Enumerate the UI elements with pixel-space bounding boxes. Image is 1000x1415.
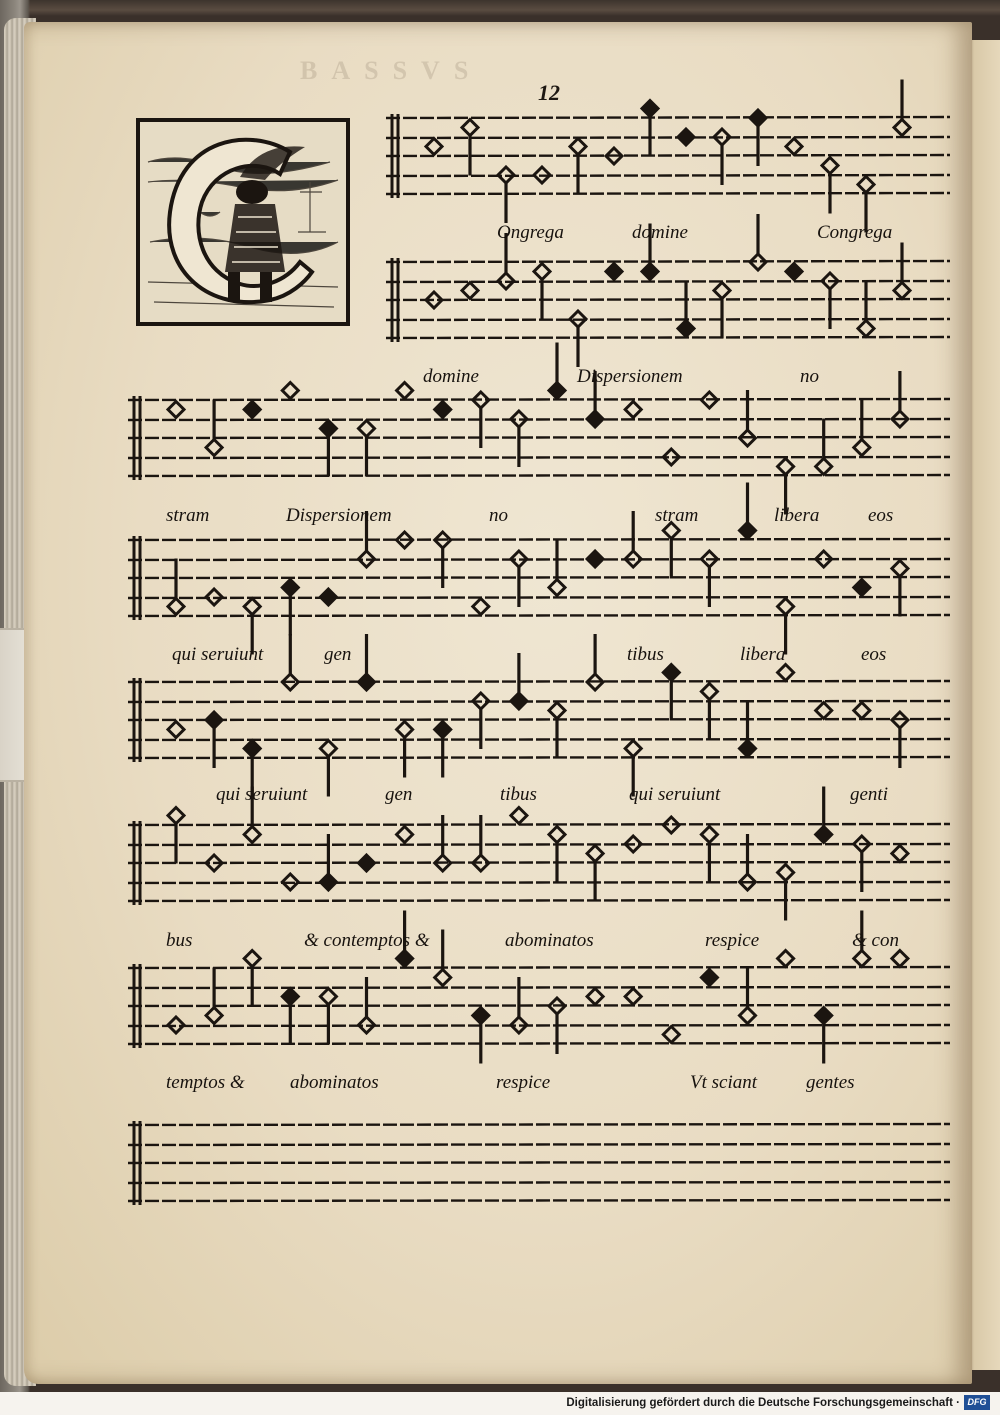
woodcut-initial [136, 118, 350, 326]
lyric-text: Vt sciant [690, 1072, 758, 1093]
lyric-text: qui seruiunt [216, 784, 308, 805]
lyric-text: bus [166, 930, 193, 951]
lyric-text: stram [655, 505, 699, 526]
lyric-text: respice [496, 1072, 551, 1093]
lyric-text: gen [385, 784, 413, 805]
lyric-text: & contemptos & [304, 930, 430, 951]
lyric-text: no [489, 505, 508, 526]
lyric-text: abominatos [290, 1072, 379, 1093]
lyric-text: qui seruiunt [629, 784, 721, 805]
lyric-text: no [800, 366, 819, 387]
lyric-text: domine [423, 366, 479, 387]
page-number: 12 [538, 80, 560, 105]
lyric-text: qui seruiunt [172, 644, 264, 665]
lyric-text: Dispersionem [286, 505, 392, 526]
lyric-text: Ongrega [497, 222, 564, 243]
lyric-text: abominatos [505, 930, 594, 951]
lyric-text: libera [774, 505, 820, 526]
dfg-logo-icon: DFG [964, 1395, 990, 1410]
footer-credit: Digitalisierung gefördert durch die Deutsche Forschungsgemeinschaft · [566, 1397, 960, 1409]
footer-bar [0, 1392, 1000, 1415]
lyric-text: eos [861, 644, 887, 665]
lyric-text: respice [705, 930, 760, 951]
lyric-text: Dispersionem [577, 366, 683, 387]
lyric-text: genti [850, 784, 888, 805]
lyric-text: libera [740, 644, 786, 665]
lyric-text: Congrega [817, 222, 893, 243]
lyric-text: gen [324, 644, 352, 665]
woodcut-initial-c-icon [140, 122, 346, 322]
running-head: BASSVS [300, 56, 483, 85]
lyric-text: & con [852, 930, 899, 951]
lyric-text: stram [166, 505, 210, 526]
facing-page-edge [968, 40, 1000, 1370]
lyric-text: gentes [806, 1072, 855, 1093]
lyric-text: temptos & [166, 1072, 245, 1093]
lyric-text: eos [868, 505, 894, 526]
lyric-text: tibus [627, 644, 664, 665]
lyric-text: tibus [500, 784, 537, 805]
lyric-text: domine [632, 222, 688, 243]
